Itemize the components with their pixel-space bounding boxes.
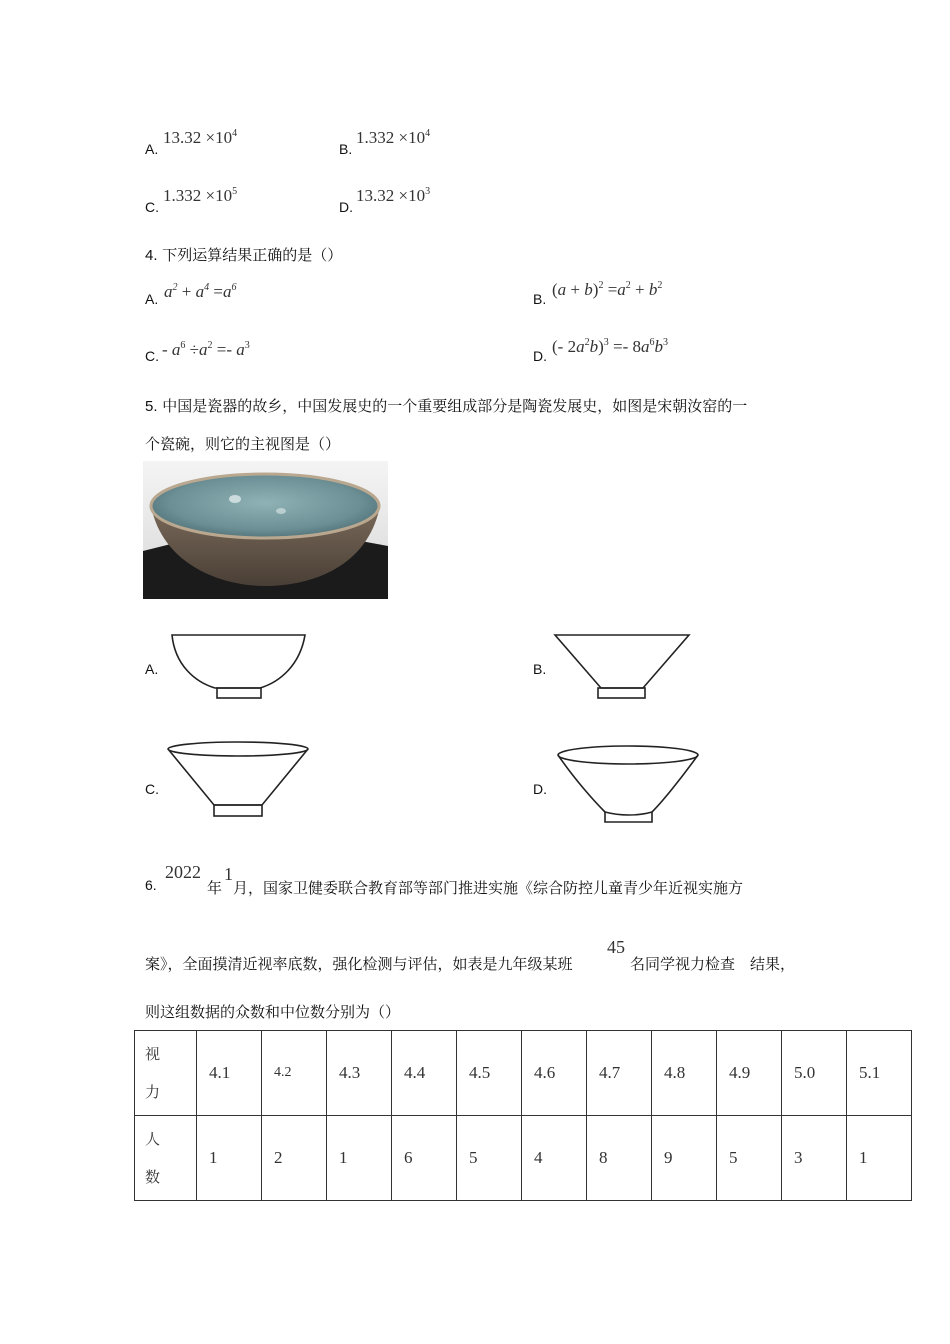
people-cell: 2 [262,1116,327,1201]
people-cell: 6 [392,1116,457,1201]
vision-cell: 4.1 [197,1031,262,1116]
people-cell: 1 [327,1116,392,1201]
q4-option-b-label: B. [533,291,547,307]
q4-option-d-expression: (- $2a^2b)^3 =- 8a^6b^3$ [552,337,668,356]
bowl-photo [143,461,388,599]
vision-cell: 5.1 [847,1031,912,1116]
people-cell: 5 [717,1116,782,1201]
question-6-year-suffix: 年 [207,879,223,897]
vision-cell: 4.2 [262,1031,327,1116]
question-4-stem: 4. 下列运算结果正确的是（） [145,246,343,264]
people-cell: 1 [847,1116,912,1201]
question-6-month: 1 [224,864,233,884]
q5-option-b-label: B. [533,661,547,677]
people-cell: 5 [457,1116,522,1201]
vision-cell: 4.4 [392,1031,457,1116]
option-a-expression: $13.32 \times 10^4$ [163,128,238,147]
question-6-line2-start: 案》，全面摸清近视率底数，强化检测与评估，如表是九年级某班 [145,955,573,973]
option-c-expression: $1.332 \times 10^5$ [163,186,238,205]
people-row [135,1116,912,1201]
q4-option-a-label: A. [145,291,159,307]
vision-cell: 5.0 [782,1031,847,1116]
vision-cell: 4.8 [652,1031,717,1116]
q5-option-d-label: D. [533,781,547,797]
option-c-bowl-drawing [162,738,317,823]
question-5-line1: 5. 中国是瓷器的故乡，中国发展史的一个重要组成部分是陶瓷发展史，如图是宋朝汝窑的一 [145,397,748,415]
question-6-line3: 则这组数据的众数和中位数分别为（） [145,1003,401,1021]
question-5-line2: 个瓷碗，则它的主视图是（） [145,435,341,453]
option-a-bowl-drawing [165,630,315,705]
vision-row [135,1031,912,1116]
people-cell: 3 [782,1116,847,1201]
vision-row-header: 视 力 [135,1031,197,1116]
vision-cell: 4.7 [587,1031,652,1116]
option-d-expression: $13.32 \times 10^3$ [356,186,431,205]
vision-cell: 4.5 [457,1031,522,1116]
people-cell: 8 [587,1116,652,1201]
people-cell: 1 [197,1116,262,1201]
option-d-label: D. [339,199,353,215]
q5-option-a-label: A. [145,661,159,677]
q4-option-a-expression: $a^2 + a^4 =a^6$ [164,282,237,301]
option-b-expression: $1.332 \times 10^4$ [356,128,431,147]
q4-option-c-expression: - $a^6 \div a^2 =- a^3$ [162,340,250,359]
question-6-year: 2022 [165,862,201,882]
option-a-label: A. [145,141,159,157]
people-row-header: 人 数 [135,1116,197,1201]
q4-option-d-label: D. [533,348,547,364]
question-6-number: 6. [145,877,157,893]
people-cell: 4 [522,1116,587,1201]
vision-cell: 4.9 [717,1031,782,1116]
option-b-bowl-drawing [550,630,695,705]
vision-cell: 4.6 [522,1031,587,1116]
vision-table [134,1030,912,1201]
people-cell: 9 [652,1116,717,1201]
option-d-bowl-drawing [550,740,705,828]
vision-cell: 4.3 [327,1031,392,1116]
q4-option-c-label: C. [145,348,159,364]
q4-option-b-expression: $(a + b)^2 =a^2 + b^2$ [552,280,663,299]
option-b-label: B. [339,141,353,157]
question-6-line1: 月，国家卫健委联合教育部等部门推进实施《综合防控儿童青少年近视实施方 [233,879,744,897]
question-6-count: 45 [607,937,625,957]
option-c-label: C. [145,199,159,215]
q5-option-c-label: C. [145,781,159,797]
question-6-line2-end: 名同学视力检查 结果， [630,955,796,973]
